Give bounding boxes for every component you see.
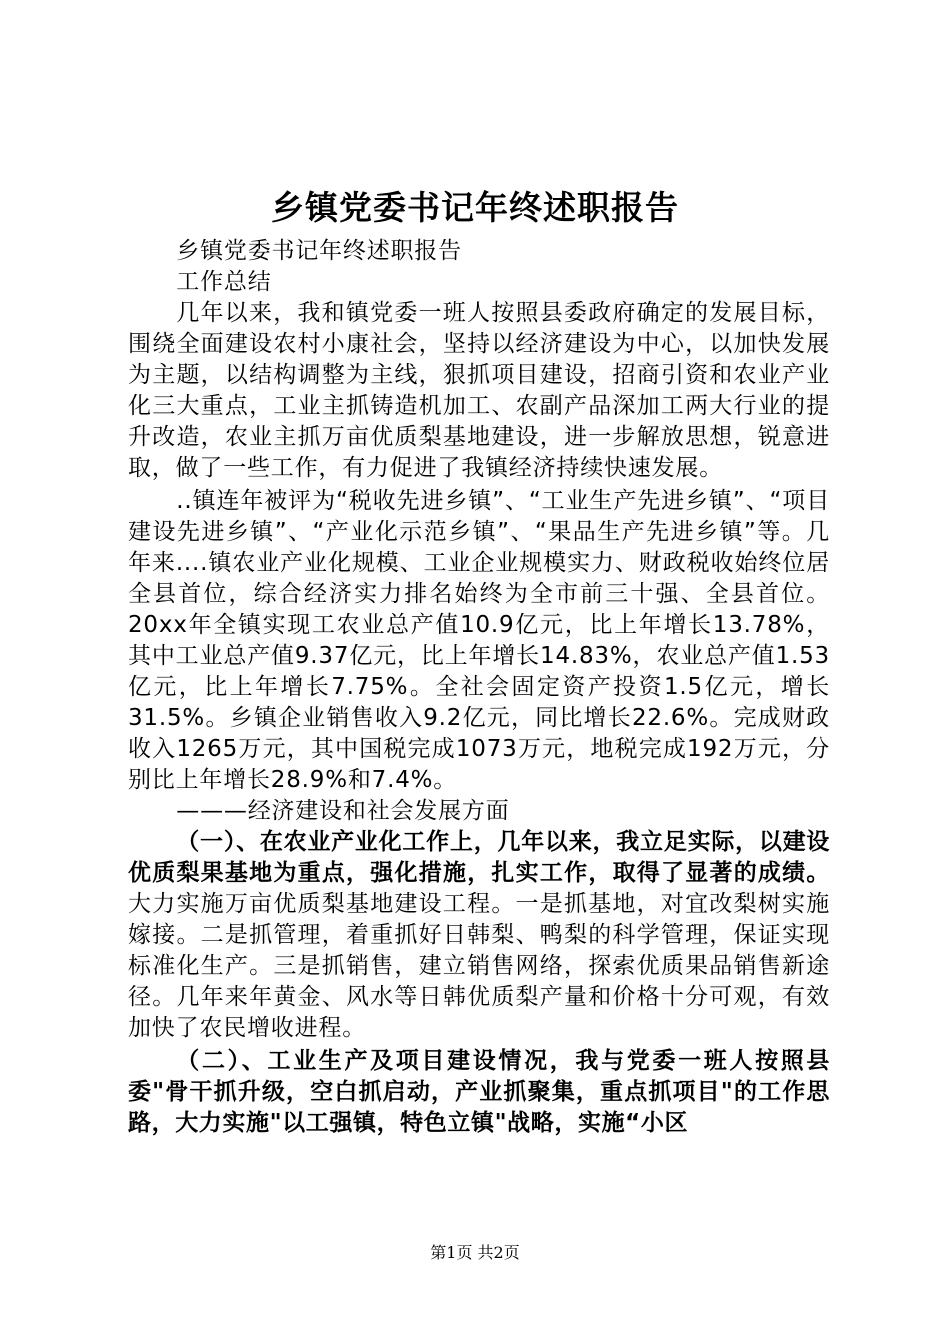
paragraph-industry-lead: （二）、工业生产及项目建设情况，我与党委一班人按照县委"骨干抓升级，空白抓启动，产业抓聚集，重点抓项目"的工作思路，大力实施"以工强镇，特色立镇"战略，实施“小区 [128, 1048, 830, 1136]
document-title: 乡镇党委书记年终述职报告 [271, 188, 679, 227]
paragraph-agriculture-text: 大力实施万亩优质梨基地建设工程。一是抓基地，对宜改梨树实施嫁接。二是抓管理，着重抓好日韩梨、鸭梨的科学管理，保证实现标准化生产。三是抓销售，建立销售网络，探索优质果品销售新途径。几年来年黄金、风水等日韩优质梨产量和价格十分可观，有效加快了农民增收进程。 [128, 891, 830, 1041]
paragraph-achievements: ..镇连年被评为“税收先进乡镇”、“工业生产先进乡镇”、“项目建设先进乡镇”、“产业化示范乡镇”、“果品生产先进乡镇”等。几年来....镇农业产业化规模、工业企业规模实力、财政税收始终位居全县首位，综合经济实力排名始终为全市前三十强、全县首位。20xx年全镇实现工农业总产值10.9亿元，比上年增长13.78%，其中工业总产值9.37亿元，比上年增长14.83%，农业总产值1.53亿元，比上年增长7.75%。全社会固定资产投资1.5亿元，增长31.5%。乡镇企业销售收入9.2亿元，同比增长22.6%。完成财政收入1265万元，其中国税完成1073万元，地税完成192万元，分别比上年增长28.9%和7.4%。 [128, 488, 830, 793]
paragraph-industry [128, 1046, 830, 1139]
page-indicator: 第1页 共2页 [430, 1243, 520, 1262]
paragraph-agriculture-lead: （一）、在农业产业化工作上，几年以来，我立足实际，以建设优质梨果基地为重点，强化措施，扎实工作，取得了显著的成绩。 [128, 829, 830, 886]
paragraph-intro: 几年以来，我和镇党委一班人按照县委政府确定的发展目标，围绕全面建设农村小康社会，坚持以经济建设为中心，以加快发展为主题，以结构调整为主线，狠抓项目建设，招商引资和农业产业化三大重点，工业主抓铸造机加工、农副产品深加工两大行业的提升改造，农业主抓万亩优质梨基地建设，进一步解放思想，锐意进取，做了一些工作，有力促进了我镇经济持续快速发展。 [128, 300, 830, 481]
section-heading: ———经济建设和社会发展方面 [176, 798, 510, 824]
document-subtitle: 乡镇党委书记年终述职报告 [176, 238, 462, 264]
document-body [128, 236, 830, 1139]
paragraph-agriculture [128, 827, 830, 1044]
section-label: 工作总结 [176, 269, 272, 295]
